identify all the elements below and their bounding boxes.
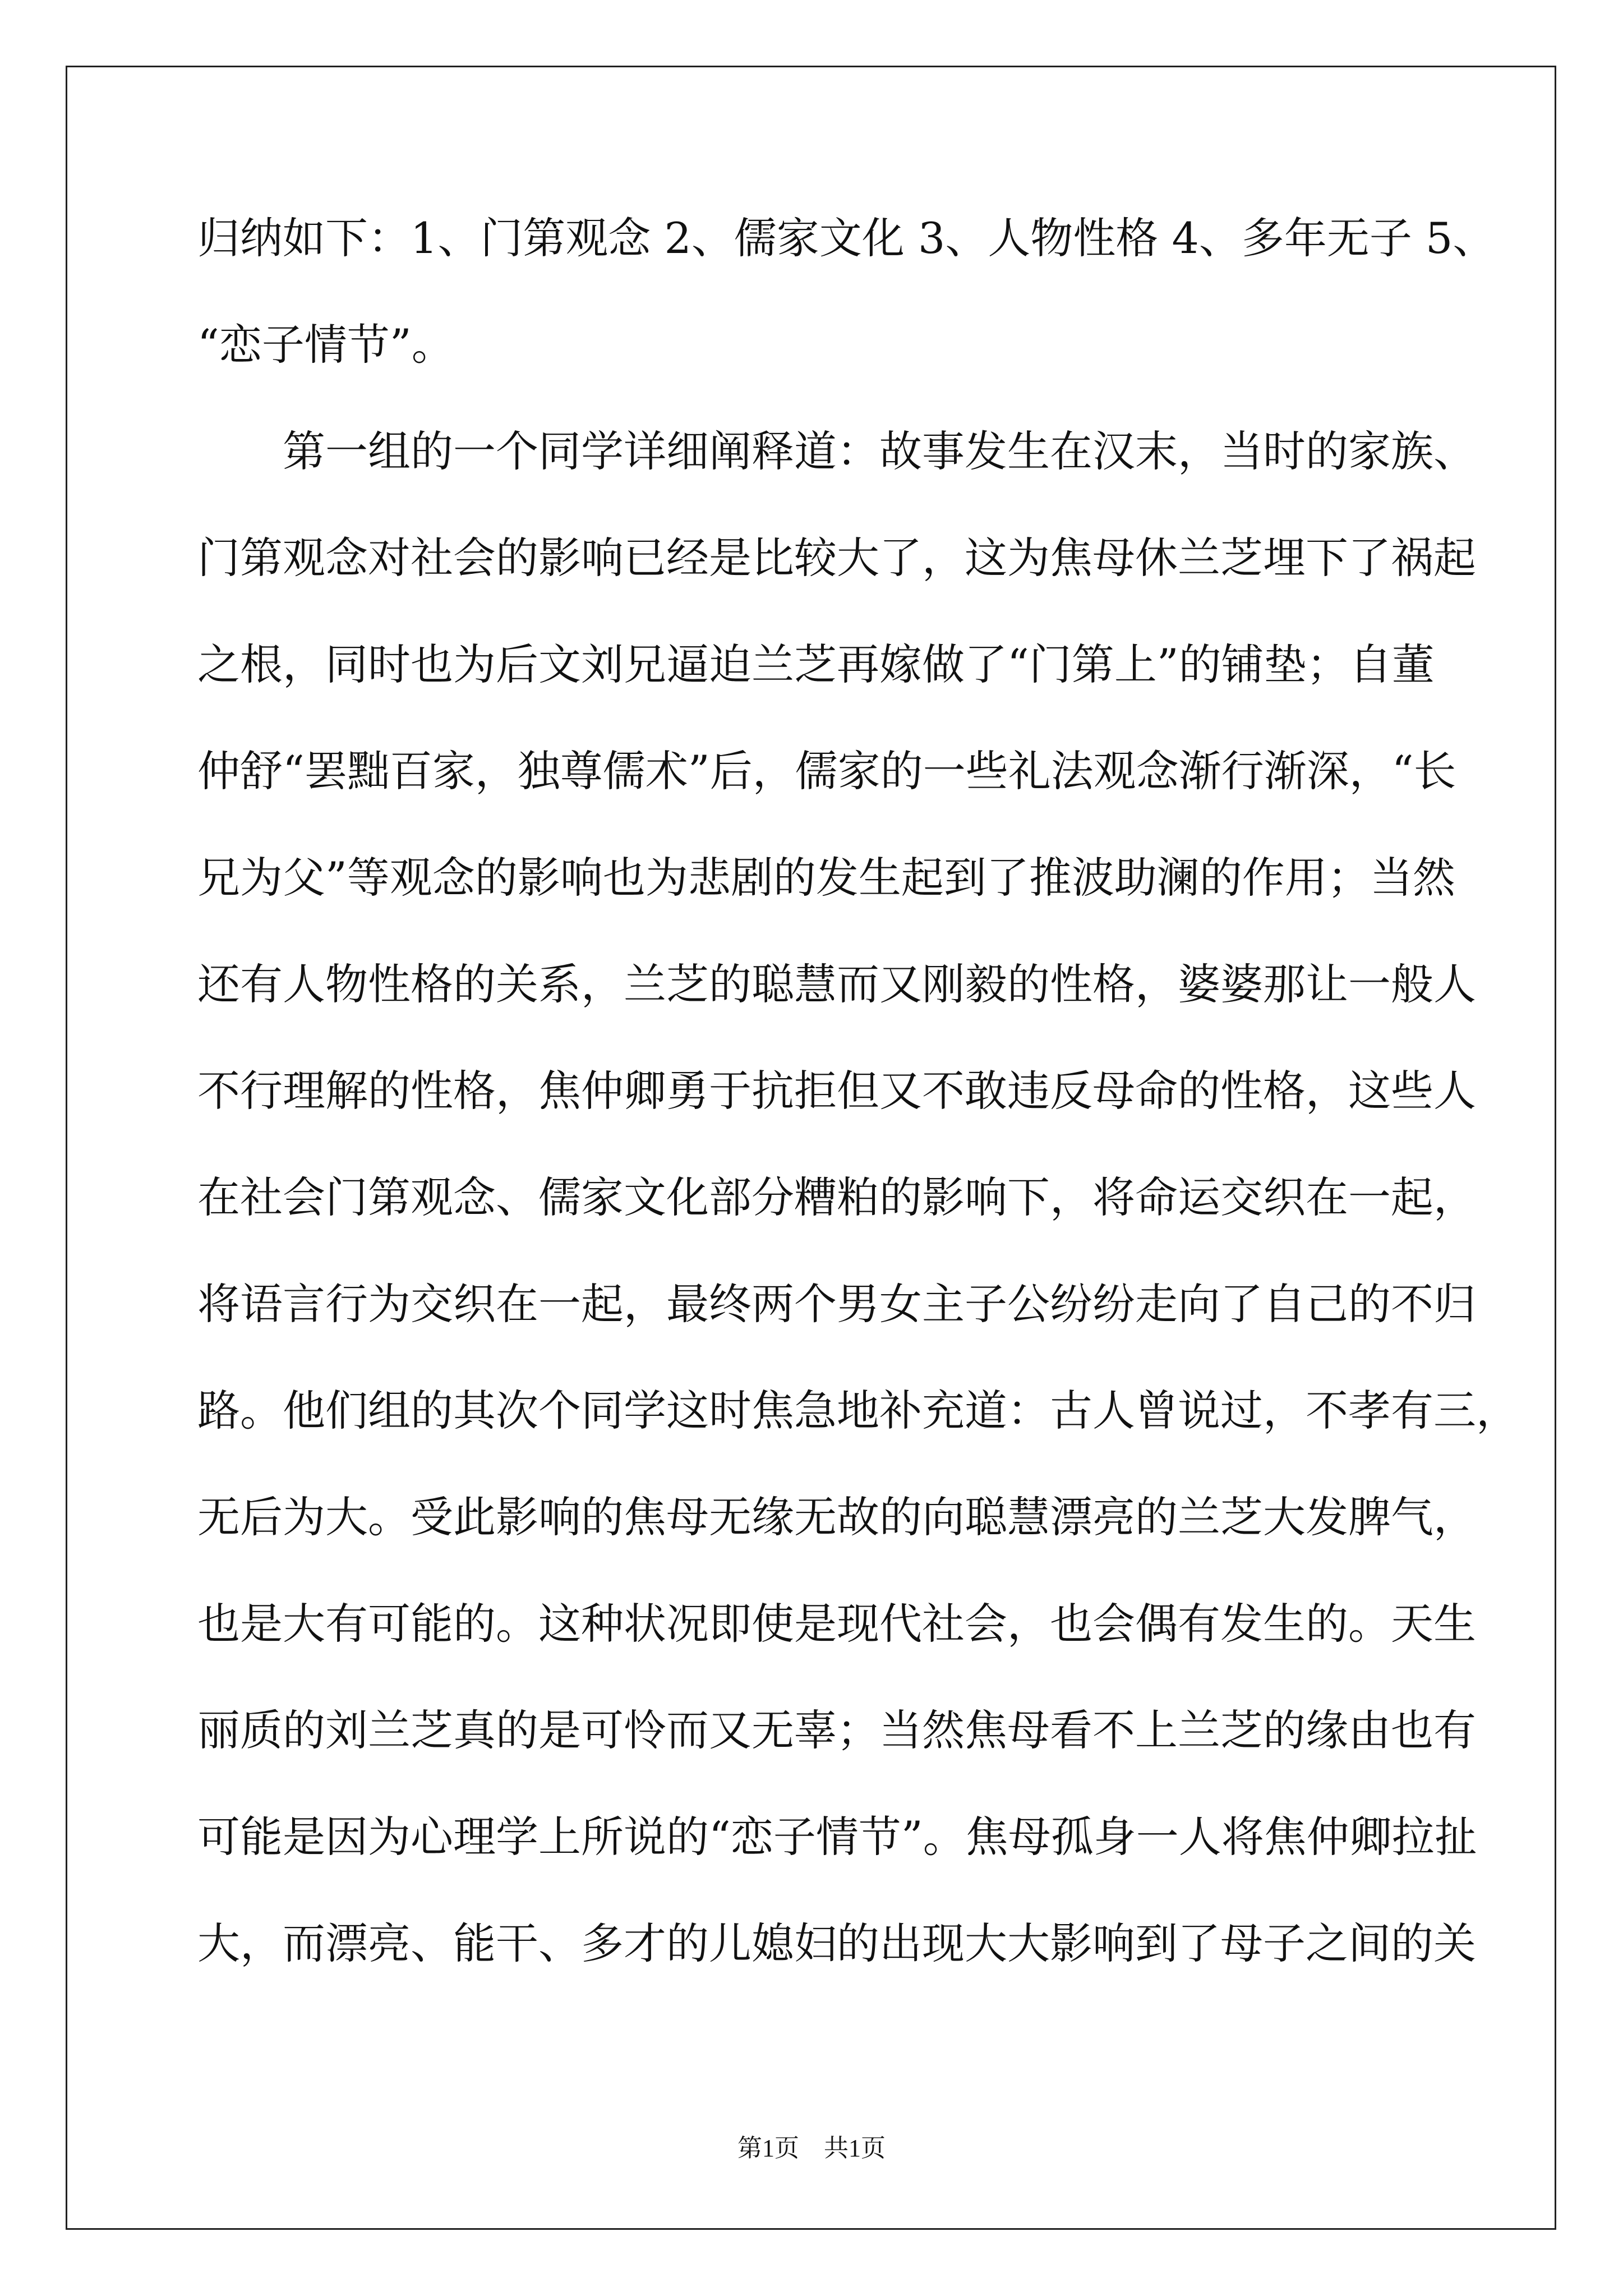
text-line: 可能是因为心理学上所说的“恋子情节”。焦母孤身一人将焦仲卿拉扯 xyxy=(197,1812,1477,1862)
text-line: 第一组的一个同学详细阐释道：故事发生在汉末，当时的家族、 xyxy=(197,426,1476,476)
text-line: 仲舒“罢黜百家，独尊儒术”后，儒家的一些礼法观念渐行渐深，“长 xyxy=(197,746,1456,796)
page-border xyxy=(66,66,1556,2230)
text-line: 将语言行为交织在一起，最终两个男女主子公纷纷走向了自己的不归 xyxy=(197,1279,1476,1329)
page-number-footer: 第1页 共1页 xyxy=(737,2134,886,2162)
text-line: 不行理解的性格，焦仲卿勇于抗拒但又不敢违反母命的性格，这些人 xyxy=(197,1066,1476,1116)
text-line: 也是大有可能的。这种状况即使是现代社会，也会偶有发生的。天生 xyxy=(197,1599,1476,1649)
text-line: 在社会门第观念、儒家文化部分糟粕的影响下，将命运交织在一起， xyxy=(197,1172,1476,1222)
text-line: 归纳如下：1、门第观念 2、儒家文化 3、人物性格 4、多年无子 5、 xyxy=(197,213,1496,263)
text-line: 兄为父”等观念的影响也为悲剧的发生起到了推波助澜的作用；当然 xyxy=(197,853,1455,903)
text-line: 之根，同时也为后文刘兄逼迫兰芝再嫁做了“门第上”的铺垫；自董 xyxy=(197,639,1435,689)
text-line: 无后为大。受此影响的焦母无缘无故的向聪慧漂亮的兰芝大发脾气， xyxy=(197,1492,1476,1542)
text-line: 门第观念对社会的影响已经是比较大了，这为焦母休兰芝埋下了祸起 xyxy=(197,533,1476,583)
text-line: “恋子情节”。 xyxy=(197,320,454,370)
text-line: 丽质的刘兰芝真的是可怜而又无辜；当然焦母看不上兰芝的缘由也有 xyxy=(197,1705,1476,1755)
text-line: 大，而漂亮、能干、多才的儿媳妇的出现大大影响到了母子之间的关 xyxy=(197,1918,1476,1968)
text-line: 路。他们组的其次个同学这时焦急地补充道：古人曾说过，不孝有三， xyxy=(197,1386,1519,1435)
text-line: 还有人物性格的关系，兰芝的聪慧而又刚毅的性格，婆婆那让一般人 xyxy=(197,959,1476,1009)
